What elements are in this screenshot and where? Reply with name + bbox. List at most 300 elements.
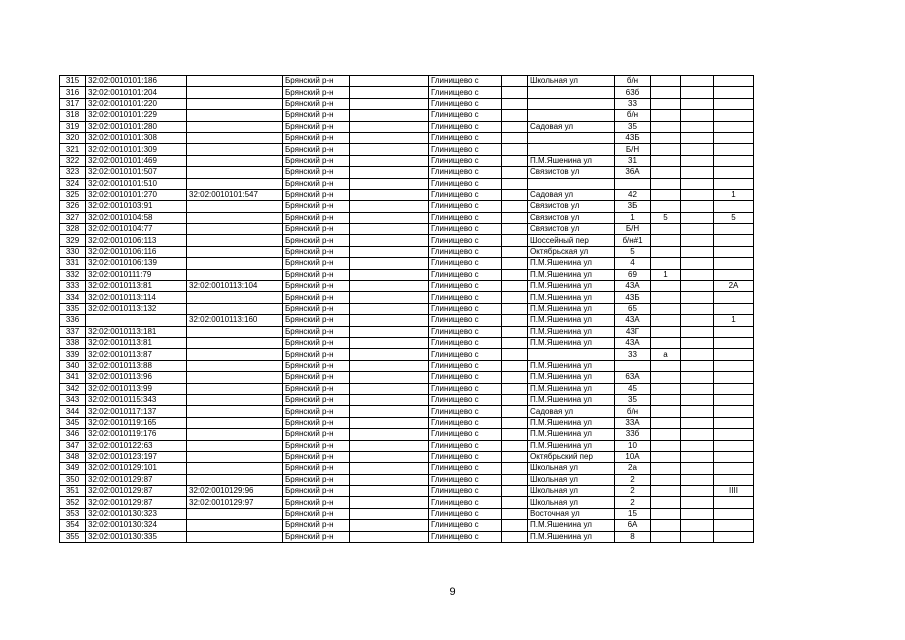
table-cell: 42 [615,189,651,200]
table-cell: 32:02:0010101:270 [86,189,187,200]
table-row [60,144,754,155]
table-cell [714,258,754,269]
table-cell [714,246,754,257]
empty-cell [502,269,528,280]
table-cell: Брянский р-н [283,201,350,212]
empty-cell [350,269,429,280]
table-cell [651,531,681,542]
table-cell: Глинищево с [429,235,502,246]
table-cell: Шоссейный пер [528,235,615,246]
empty-cell [502,76,528,87]
table-cell: Брянский р-н [283,383,350,394]
table-row [60,394,754,405]
table-cell [187,212,283,223]
table-cell: 32:02:0010123:197 [86,451,187,462]
table-cell [714,110,754,121]
table-cell [187,337,283,348]
empty-cell [502,258,528,269]
table-cell: 32:02:0010129:97 [187,497,283,508]
table-cell [187,520,283,531]
table-row [60,132,754,143]
empty-cell [350,451,429,462]
empty-cell [350,189,429,200]
table-cell: 43Г [615,326,651,337]
table-cell [651,326,681,337]
empty-cell [350,520,429,531]
table-cell [528,144,615,155]
empty-cell [350,326,429,337]
table-cell: 32:02:0010113:132 [86,303,187,314]
table-cell: 32:02:0010113:81 [86,337,187,348]
table-cell [187,258,283,269]
table-cell: Брянский р-н [283,531,350,542]
empty-cell [350,121,429,132]
table-row [60,440,754,451]
empty-cell [502,178,528,189]
table-row [60,474,754,485]
empty-cell [350,508,429,519]
table-cell: 32:02:0010119:176 [86,429,187,440]
table-cell: Брянский р-н [283,155,350,166]
table-cell [187,224,283,235]
table-cell: Глинищево с [429,315,502,326]
empty-cell [502,497,528,508]
table-cell: 2 [615,497,651,508]
table-cell: Глинищево с [429,372,502,383]
empty-cell [502,144,528,155]
table-cell: 32:02:0010104:77 [86,224,187,235]
table-cell: 33б [615,429,651,440]
empty-cell [502,531,528,542]
table-cell: П.М.Яшенина ул [528,520,615,531]
table-cell: 32:02:0010101:469 [86,155,187,166]
table-row [60,349,754,360]
empty-cell [502,132,528,143]
table-cell: 32:02:0010113:181 [86,326,187,337]
table-cell [528,110,615,121]
table-cell: 2а [615,463,651,474]
table-cell [651,520,681,531]
table-cell [528,349,615,360]
table-row [60,178,754,189]
table-cell: 316 [60,87,86,98]
empty-cell [350,87,429,98]
empty-cell [350,224,429,235]
table-row [60,326,754,337]
table-cell [714,520,754,531]
table-cell: Брянский р-н [283,337,350,348]
table-cell: Связистов ул [528,224,615,235]
table-cell: 65 [615,303,651,314]
table-row [60,383,754,394]
table-cell: Брянский р-н [283,508,350,519]
table-cell [651,429,681,440]
table-cell: П.М.Яшенина ул [528,337,615,348]
empty-cell [350,167,429,178]
table-cell: 1 [615,212,651,223]
table-cell [714,98,754,109]
table-cell: 63б [615,87,651,98]
table-cell [651,463,681,474]
table-cell: Брянский р-н [283,349,350,360]
table-cell [651,303,681,314]
table-cell: 355 [60,531,86,542]
table-cell: Глинищево с [429,76,502,87]
empty-cell [350,497,429,508]
empty-cell [502,406,528,417]
empty-cell [502,167,528,178]
table-cell [187,394,283,405]
table-cell: 32:02:0010101:308 [86,132,187,143]
empty-cell [502,246,528,257]
table-cell [651,451,681,462]
table-cell: 32:02:0010117:137 [86,406,187,417]
table-cell: 32:02:0010111:79 [86,269,187,280]
table-cell: 43А [615,281,651,292]
table-cell [681,440,714,451]
empty-cell [502,315,528,326]
table-cell: 5 [651,212,681,223]
table-cell: б/н [615,110,651,121]
table-cell: Глинищево с [429,167,502,178]
table-cell [681,349,714,360]
empty-cell [502,201,528,212]
table-cell: 35 [615,394,651,405]
empty-cell [350,110,429,121]
table-cell: Школьная ул [528,497,615,508]
table-cell [187,360,283,371]
table-cell [681,508,714,519]
table-cell [187,132,283,143]
empty-cell [350,258,429,269]
table-cell: 32:02:0010113:160 [187,315,283,326]
table-cell [187,383,283,394]
table-cell: Глинищево с [429,212,502,223]
table-row [60,372,754,383]
table-cell: Глинищево с [429,486,502,497]
empty-cell [502,474,528,485]
table-cell: Глинищево с [429,531,502,542]
table-cell: 333 [60,281,86,292]
table-cell: Глинищево с [429,246,502,257]
table-cell [86,315,187,326]
empty-cell [350,178,429,189]
table-cell [187,451,283,462]
table-cell: 43А [615,315,651,326]
table-cell: Брянский р-н [283,167,350,178]
table-cell [651,406,681,417]
empty-cell [502,303,528,314]
table-cell: Октябрьский пер [528,451,615,462]
table-cell: 32:02:0010113:114 [86,292,187,303]
table-row [60,87,754,98]
table-cell [187,76,283,87]
table-cell [714,155,754,166]
table-cell [681,303,714,314]
table-cell [651,224,681,235]
table-cell [681,235,714,246]
table-cell: 1 [714,189,754,200]
table-cell: 35 [615,121,651,132]
table-cell: Брянский р-н [283,121,350,132]
table-cell [187,269,283,280]
table-cell: П.М.Яшенина ул [528,440,615,451]
table-cell: Брянский р-н [283,178,350,189]
table-cell: Глинищево с [429,417,502,428]
table-cell [714,440,754,451]
table-cell: 43Б [615,292,651,303]
empty-cell [350,429,429,440]
table-cell [651,121,681,132]
table-cell: Брянский р-н [283,451,350,462]
table-cell: П.М.Яшенина ул [528,531,615,542]
table-cell: 2 [615,486,651,497]
empty-cell [502,337,528,348]
table-cell: IIII [714,486,754,497]
empty-cell [350,292,429,303]
table-cell [681,531,714,542]
table-row [60,258,754,269]
table-cell: 324 [60,178,86,189]
empty-cell [350,281,429,292]
table-cell: Брянский р-н [283,417,350,428]
table-cell [651,246,681,257]
table-cell: 342 [60,383,86,394]
table-cell [651,76,681,87]
table-cell: Глинищево с [429,110,502,121]
table-cell: П.М.Яшенина ул [528,258,615,269]
table-cell: Брянский р-н [283,76,350,87]
table-cell [187,155,283,166]
empty-cell [350,383,429,394]
table-cell: 10 [615,440,651,451]
table-cell: 1 [714,315,754,326]
empty-cell [350,349,429,360]
table-cell: Садовая ул [528,189,615,200]
table-cell: Глинищево с [429,144,502,155]
table-cell: П.М.Яшенина ул [528,360,615,371]
empty-cell [350,474,429,485]
table-cell: Глинищево с [429,189,502,200]
empty-cell [502,98,528,109]
table-cell [681,212,714,223]
table-cell: Брянский р-н [283,132,350,143]
table-cell [714,303,754,314]
empty-cell [350,98,429,109]
empty-cell [350,132,429,143]
table-cell: 33 [615,98,651,109]
table-row [60,212,754,223]
table-cell: Глинищево с [429,121,502,132]
table-cell [714,508,754,519]
table-cell: 347 [60,440,86,451]
table-cell [714,360,754,371]
table-cell [651,87,681,98]
table-cell: Брянский р-н [283,520,350,531]
table-cell: Брянский р-н [283,326,350,337]
table-cell [187,121,283,132]
table-row [60,360,754,371]
table-cell: 32:02:0010113:81 [86,281,187,292]
table-cell: Глинищево с [429,258,502,269]
table-cell [187,531,283,542]
table-cell: б/н [615,76,651,87]
table-cell [714,451,754,462]
table-cell [681,497,714,508]
table-cell [714,292,754,303]
table-row [60,531,754,542]
table-row [60,292,754,303]
table-cell [681,429,714,440]
table-cell [681,372,714,383]
table-cell [187,178,283,189]
table-cell: Брянский р-н [283,429,350,440]
table-cell: 349 [60,463,86,474]
empty-cell [502,121,528,132]
empty-cell [502,429,528,440]
table-cell [187,201,283,212]
table-cell: 335 [60,303,86,314]
table-cell [651,144,681,155]
table-cell [681,258,714,269]
table-cell: Брянский р-н [283,315,350,326]
table-cell: 5 [714,212,754,223]
table-cell: 10А [615,451,651,462]
empty-cell [502,349,528,360]
table-cell: Брянский р-н [283,235,350,246]
table-cell: Глинищево с [429,326,502,337]
table-row [60,110,754,121]
table-cell: Садовая ул [528,121,615,132]
table-cell: 32:02:0010113:99 [86,383,187,394]
table-cell [681,98,714,109]
table-row [60,281,754,292]
table-cell: Глинищево с [429,394,502,405]
table-row [60,235,754,246]
table-cell: Глинищево с [429,201,502,212]
table-cell: 32:02:0010101:280 [86,121,187,132]
table-cell: Брянский р-н [283,303,350,314]
table-cell [681,486,714,497]
empty-cell [502,110,528,121]
table-cell: Глинищево с [429,383,502,394]
table-cell: 43А [615,337,651,348]
table-row [60,337,754,348]
table-cell: 340 [60,360,86,371]
empty-cell [502,486,528,497]
empty-cell [502,520,528,531]
table-cell: 32:02:0010129:87 [86,474,187,485]
table-cell: 32:02:0010115:343 [86,394,187,405]
table-cell [651,258,681,269]
table-cell: 336 [60,315,86,326]
table-cell [651,155,681,166]
table-cell: б/н#1 [615,235,651,246]
table-cell: б/н [615,406,651,417]
table-cell: 332 [60,269,86,280]
table-cell [187,110,283,121]
table-cell: Брянский р-н [283,144,350,155]
table-cell: 323 [60,167,86,178]
table-row [60,508,754,519]
empty-cell [350,212,429,223]
table-cell: Б/Н [615,144,651,155]
table-cell: Глинищево с [429,440,502,451]
table-cell: 32:02:0010101:507 [86,167,187,178]
empty-cell [350,76,429,87]
table-cell: Глинищево с [429,132,502,143]
empty-cell [502,440,528,451]
table-cell: 32:02:0010101:229 [86,110,187,121]
empty-cell [350,144,429,155]
table-cell: Брянский р-н [283,98,350,109]
table-cell: 69 [615,269,651,280]
table-cell: Брянский р-н [283,406,350,417]
table-cell [651,417,681,428]
table-cell [187,87,283,98]
table-cell: 32:02:0010129:87 [86,486,187,497]
table-cell [714,394,754,405]
table-cell [651,201,681,212]
table-cell: 338 [60,337,86,348]
empty-cell [350,235,429,246]
empty-cell [502,372,528,383]
table-cell [187,349,283,360]
table-cell [187,292,283,303]
empty-cell [502,87,528,98]
table-cell: Глинищево с [429,508,502,519]
table-cell [651,167,681,178]
table-cell [681,189,714,200]
table-cell: Брянский р-н [283,486,350,497]
table-cell: Глинищево с [429,474,502,485]
table-cell: П.М.Яшенина ул [528,326,615,337]
table-cell [651,360,681,371]
table-row [60,315,754,326]
table-cell [681,417,714,428]
table-cell [187,167,283,178]
table-cell [714,326,754,337]
table-cell [714,167,754,178]
empty-cell [502,451,528,462]
table-cell: П.М.Яшенина ул [528,303,615,314]
table-cell: Глинищево с [429,292,502,303]
table-cell: Школьная ул [528,474,615,485]
table-row [60,520,754,531]
table-cell: 32:02:0010113:96 [86,372,187,383]
table-row [60,98,754,109]
table-cell [681,87,714,98]
table-cell [528,132,615,143]
table-cell [714,178,754,189]
table-cell: 43Б [615,132,651,143]
table-cell: 339 [60,349,86,360]
table-row [60,121,754,132]
table-cell [651,497,681,508]
table-cell: 32:02:0010113:87 [86,349,187,360]
table-cell: 8 [615,531,651,542]
table-cell [714,76,754,87]
table-row [60,201,754,212]
empty-cell [350,486,429,497]
table-row [60,269,754,280]
table-cell: Октябрьская ул [528,246,615,257]
table-cell: Брянский р-н [283,189,350,200]
table-cell [681,167,714,178]
table-cell [681,360,714,371]
table-cell: 33 [615,349,651,360]
table-cell: П.М.Яшенина ул [528,429,615,440]
